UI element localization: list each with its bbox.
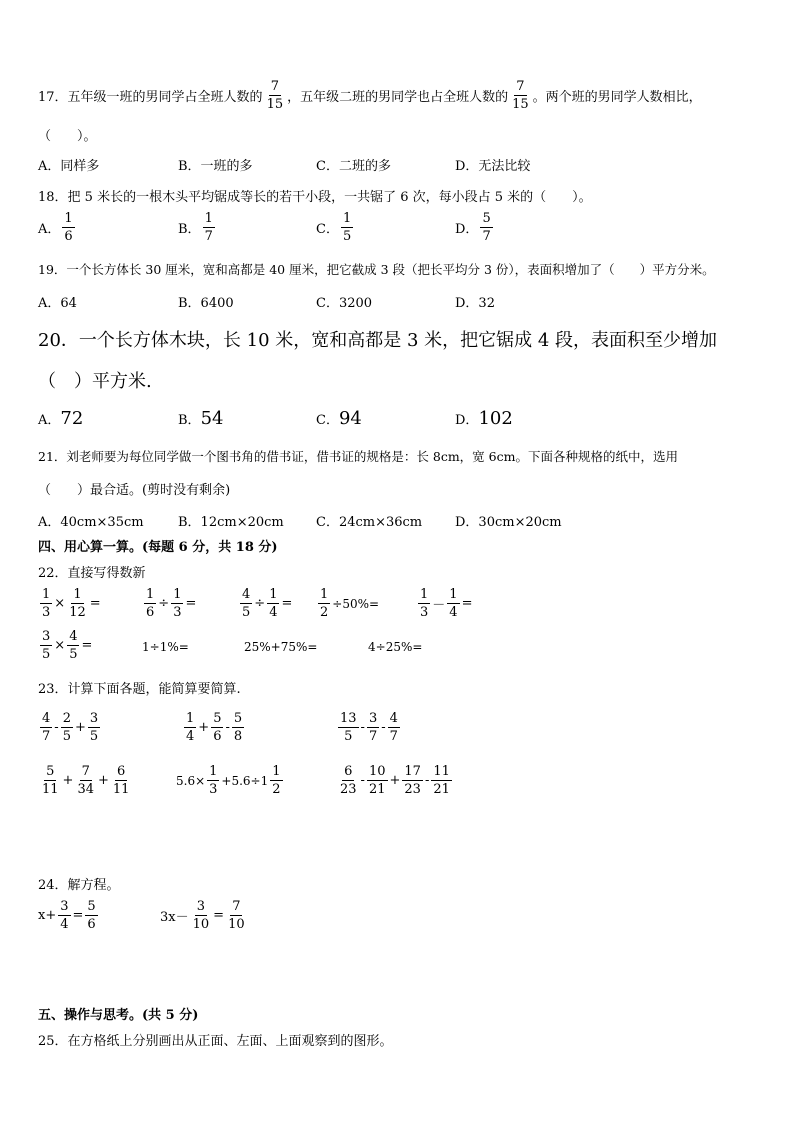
q23-title: 23．计算下面各题，能简算要简算.	[38, 682, 241, 697]
q17-text-3: 。两个班的男同学人数相比，	[532, 90, 702, 105]
fraction: $\frac{1}{6}$	[64, 211, 73, 244]
q17-blank-line: （ ）。	[38, 129, 97, 144]
q23-expr: $\frac{4}{7}$ - $\frac{2}{5}$ + $\frac{3}{5}$	[42, 711, 99, 744]
q22-expr: $\frac{1}{3}$ － $\frac{1}{4}$ =	[420, 587, 473, 620]
q24-equation: 3x－ $\frac{3}{10}$ = $\frac{7}{10}$	[160, 899, 245, 932]
q22-title: 22．直接写得数新	[38, 566, 146, 581]
option: C． 94	[316, 408, 362, 429]
option: A． 72	[38, 408, 84, 429]
q22-expr: 1÷1%=	[142, 640, 189, 654]
option: D．无法比较	[455, 159, 531, 174]
option: A．64	[38, 296, 77, 311]
option: C．二班的多	[316, 159, 391, 174]
option: A．同样多	[38, 159, 100, 174]
q22-expr: $\frac{1}{2}$ ÷50%=	[320, 587, 380, 620]
q23-expr: $\frac{13}{5}$ - $\frac{3}{7}$ - $\frac{4}{7}$	[340, 711, 398, 744]
fraction: $\frac{5}{7}$	[482, 211, 491, 244]
option: B． 54	[178, 408, 224, 429]
q22-expr: $\frac{1}{3}$ × $\frac{1}{12}$ =	[42, 587, 101, 620]
option: C．24cm×36cm	[316, 515, 423, 530]
q17-text-1: 五年级一班的男同学占全班人数的	[67, 90, 263, 105]
q22-expr: $\frac{1}{6}$ ÷ $\frac{1}{3}$ =	[146, 587, 197, 620]
q20-text-line1: 20．一个长方体木块，长 10 米，宽和高都是 3 米，把它锯成 4 段，表面积至少增加	[38, 330, 718, 351]
option: A．40cm×35cm	[38, 515, 144, 530]
fraction: $\frac{1}{7}$	[204, 211, 213, 244]
q19-text: 19．一个长方体长 30 厘米，宽和高都是 40 厘米，把它截成 3 段（把长平均分 3 份），表面积增加了（ ）平方分米。	[38, 262, 715, 277]
q22-expr: $\frac{3}{5}$ × $\frac{4}{5}$ =	[42, 629, 93, 662]
q22-expr: 25%+75%=	[244, 640, 318, 654]
fraction: $\frac{7}{15}$	[266, 79, 284, 112]
option: B．6400	[178, 296, 234, 311]
q23-expr: $\frac{5}{11}$ + $\frac{7}{34}$ + $\frac{6}{11}$	[42, 764, 130, 797]
section-heading: 四、用心算一算。(每题 6 分，共 18 分)	[38, 540, 278, 555]
q17-line1	[38, 80, 702, 111]
q24-equation: x+ $\frac{3}{4}$ = $\frac{5}{6}$	[38, 899, 96, 932]
option: A． $\frac{1}{6}$	[38, 211, 73, 244]
option: C．3200	[316, 296, 373, 311]
option: B．12cm×20cm	[178, 515, 284, 530]
q21-text-line1: 21．刘老师要为每位同学做一个图书角的借书证，借书证的规格是：长 8cm，宽 6cm。下面各种规格的纸中，选用	[38, 449, 678, 464]
option: D． $\frac{5}{7}$	[455, 211, 491, 244]
section-heading: 五、操作与思考。(共 5 分)	[38, 1008, 199, 1023]
q23-expr: 5.6× $\frac{1}{3}$ +5.6÷1 $\frac{1}{2}$	[176, 764, 281, 797]
option: D．30cm×20cm	[455, 515, 562, 530]
q22-expr: 4÷25%=	[368, 640, 423, 654]
q24-title: 24．解方程。	[38, 878, 120, 893]
q25-text: 25．在方格纸上分别画出从正面、左面、上面观察到的图形。	[38, 1034, 393, 1049]
q21-text-line2: （ ）最合适。(剪时没有剩余)	[38, 483, 231, 498]
option: D．32	[455, 296, 495, 311]
option: C． $\frac{1}{5}$	[316, 211, 352, 244]
q17-text-2: ，五年级二班的男同学也占全班人数的	[287, 90, 509, 105]
q22-expr: $\frac{4}{5}$ ÷ $\frac{1}{4}$ =	[242, 587, 293, 620]
q20-text-line2: （ ）平方米.	[38, 371, 152, 392]
q23-expr: $\frac{6}{23}$ - $\frac{10}{21}$ + $\frac{17}{23}$ - $\frac{11}{21}$	[340, 764, 450, 797]
fraction: $\frac{7}{15}$	[512, 79, 529, 112]
option: B．一班的多	[178, 159, 253, 174]
q23-expr: $\frac{1}{4}$ + $\frac{5}{6}$ - $\frac{5}{8}$	[186, 711, 243, 744]
fraction: $\frac{1}{5}$	[342, 211, 352, 244]
option: D． 102	[455, 408, 513, 429]
option: B． $\frac{1}{7}$	[178, 211, 213, 244]
q17-number: 17．	[38, 90, 68, 105]
q18-text: 18．把 5 米长的一根木头平均锯成等长的若干小段，一共锯了 6 次，每小段占 5 米的（ ）。	[38, 190, 592, 205]
